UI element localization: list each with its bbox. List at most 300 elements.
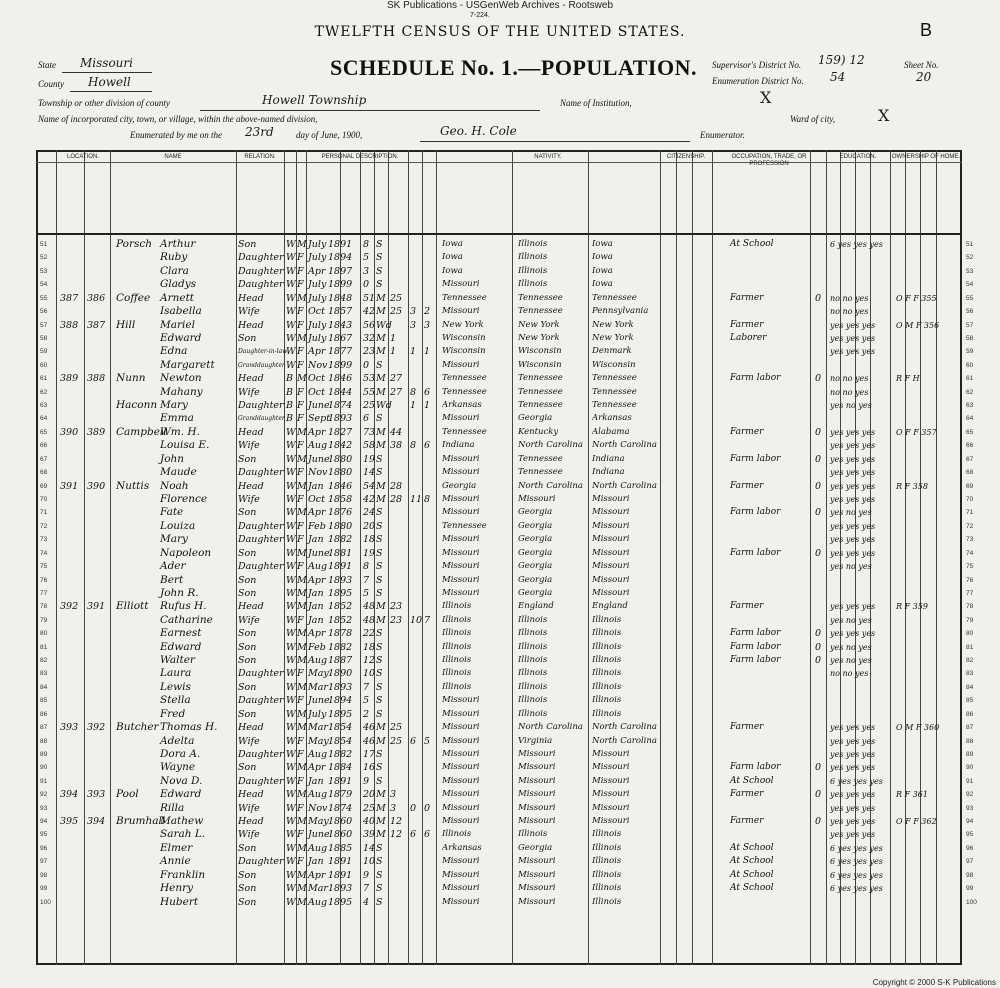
given-name: Gladys	[160, 278, 197, 291]
birth-month: May	[308, 735, 329, 747]
relation: Head	[238, 480, 264, 492]
mother-birthplace: Missouri	[592, 507, 630, 518]
age: 25	[363, 400, 376, 412]
birth-month: Apr	[308, 426, 326, 438]
mother-birthplace: Illinois	[592, 883, 622, 894]
given-name: Emma	[160, 412, 194, 425]
marital-status: S	[376, 574, 383, 586]
family-number: 393	[87, 789, 106, 801]
marital-status: S	[376, 856, 383, 868]
years-married: 3	[390, 802, 397, 814]
marital-status: M	[376, 493, 386, 505]
birth-year: 1854	[328, 722, 353, 734]
census-row	[0, 869, 1000, 882]
father-birthplace: Illinois	[518, 279, 548, 290]
mother-birthplace: Alabama	[592, 426, 630, 437]
birthplace: Illinois	[442, 641, 472, 652]
marital-status: M	[376, 789, 386, 801]
copyright: Copyright © 2000 S-K Publications	[872, 978, 996, 987]
given-name: Walter	[160, 654, 195, 667]
color-race: W	[286, 426, 296, 438]
sex: F	[297, 346, 304, 358]
father-birthplace: Missouri	[518, 869, 556, 880]
months-unemployed: 0	[815, 789, 822, 801]
ed-label: Enumeration District No.	[712, 76, 804, 86]
given-name: Arthur	[160, 238, 196, 250]
age: 42	[363, 493, 376, 505]
birth-month: Jan	[308, 587, 324, 599]
relation: Son	[238, 547, 257, 559]
birthplace: Missouri	[442, 547, 480, 558]
sex: F	[297, 319, 304, 331]
mother-birthplace: Illinois	[592, 681, 622, 692]
birthplace: Missouri	[442, 883, 480, 894]
sheet-value: 20	[916, 70, 932, 84]
marital-status: S	[376, 641, 383, 653]
father-birthplace: Illinois	[518, 668, 548, 679]
census-row	[0, 426, 1000, 439]
education: yes no yes	[830, 615, 872, 625]
color-race: W	[286, 453, 296, 465]
relation: Head	[238, 319, 264, 331]
birth-year: 1891	[328, 239, 353, 250]
birthplace: Missouri	[442, 359, 480, 370]
line-number-right: 57	[966, 321, 974, 329]
relation: Son	[238, 708, 257, 720]
relation: Son	[238, 239, 257, 250]
marital-status: M	[376, 601, 386, 613]
line-number: 67	[40, 455, 48, 463]
birth-year: 1885	[328, 842, 353, 854]
color-race: W	[286, 842, 296, 854]
marital-status: M	[376, 802, 386, 814]
relation: Wife	[238, 306, 260, 318]
birthplace: Georgia	[442, 480, 477, 491]
age: 7	[363, 574, 370, 586]
mother-birthplace: Illinois	[592, 869, 622, 880]
line-number: 76	[40, 576, 48, 584]
given-name: Mariel	[160, 318, 195, 331]
line-number-right: 80	[966, 630, 974, 638]
education: yes yes yes	[830, 736, 876, 746]
years-married: 25	[390, 735, 403, 747]
children-born: 10	[410, 614, 423, 626]
color-race: W	[286, 722, 296, 734]
header-name: NAME	[164, 154, 182, 160]
father-birthplace: Wisconsin	[518, 346, 562, 357]
birthplace: Illinois	[442, 829, 472, 840]
relation: Wife	[238, 829, 260, 841]
line-number-right: 67	[966, 455, 974, 463]
line-number: 70	[40, 495, 48, 503]
sex: F	[297, 829, 304, 841]
birth-year: 1893	[328, 413, 353, 425]
given-name: Edward	[160, 640, 202, 653]
given-name: Mary	[160, 533, 188, 546]
education: yes yes yes	[830, 521, 876, 531]
color-race: W	[286, 869, 296, 881]
years-married: 27	[390, 386, 403, 398]
line-number: 60	[40, 361, 48, 369]
marital-status: S	[376, 359, 383, 371]
header-personal: PERSONAL DESCRIPTION.	[321, 154, 399, 160]
given-name: Mary	[160, 399, 188, 412]
census-row	[0, 627, 1000, 640]
birth-year: 1857	[328, 306, 353, 318]
birth-month: Jan	[308, 534, 324, 546]
birth-year: 1842	[328, 440, 353, 452]
census-row	[0, 654, 1000, 667]
birth-month: Aug	[308, 789, 328, 801]
years-married: 38	[390, 440, 403, 452]
census-row	[0, 480, 1000, 493]
marital-status: S	[376, 520, 383, 532]
line-number-right: 64	[966, 415, 974, 423]
line-number: 80	[40, 630, 48, 638]
birth-month: Jan	[308, 601, 324, 613]
father-birthplace: Tennessee	[518, 453, 563, 464]
birth-month: June	[308, 547, 330, 559]
color-race: B	[286, 373, 293, 385]
dwelling-number: 391	[60, 480, 79, 492]
color-race: W	[286, 601, 296, 613]
sex: M	[297, 641, 307, 653]
sex: F	[297, 748, 304, 760]
census-row	[0, 265, 1000, 278]
birth-year: 1858	[328, 493, 353, 505]
father-birthplace: Missouri	[518, 896, 556, 907]
color-race: W	[286, 292, 296, 304]
mother-birthplace: Missouri	[592, 762, 630, 773]
children-living: 5	[424, 735, 431, 747]
sex: M	[297, 869, 307, 881]
birth-month: Nov	[308, 467, 328, 479]
line-number: 56	[40, 308, 48, 316]
sex: F	[297, 467, 304, 479]
given-name: Wayne	[160, 761, 196, 774]
color-race: W	[286, 359, 296, 371]
birth-year: 1880	[328, 467, 353, 479]
site-banner: SK Publications - USGenWeb Archives - Rootsweb	[386, 0, 614, 11]
birth-year: 1880	[328, 520, 353, 532]
months-unemployed: 0	[815, 373, 822, 385]
color-race: W	[286, 816, 296, 828]
line-number-right: 76	[966, 576, 974, 584]
occupation: Farmer	[730, 480, 764, 491]
father-birthplace: Illinois	[518, 655, 548, 666]
age: 25	[363, 802, 376, 814]
birth-year: 1895	[328, 896, 353, 908]
birthplace: Tennessee	[442, 520, 487, 531]
color-race: W	[286, 265, 296, 277]
supervisor-value: 159) 12	[818, 53, 865, 67]
relation: Son	[238, 655, 257, 667]
line-number-right: 84	[966, 683, 974, 691]
header-ownership: OWNERSHIP OF HOME.	[891, 154, 961, 160]
given-name: Stella	[160, 694, 191, 707]
given-name: Henry	[160, 882, 194, 895]
line-number: 88	[40, 737, 48, 745]
marital-status: S	[376, 708, 383, 720]
birth-year: 1899	[328, 279, 353, 291]
birth-month: July	[308, 252, 327, 264]
census-row	[0, 681, 1000, 694]
mother-birthplace: Illinois	[592, 896, 622, 907]
birth-year: 1879	[328, 789, 353, 801]
years-married: 44	[390, 426, 403, 438]
line-number: 91	[40, 777, 48, 785]
relation: Daughter	[238, 467, 284, 479]
sex: F	[297, 306, 304, 318]
education: yes no yes	[830, 656, 872, 666]
age: 46	[363, 735, 376, 747]
sex: M	[297, 426, 307, 438]
mother-birthplace: Missouri	[592, 493, 630, 504]
line-number-right: 63	[966, 402, 974, 410]
birth-year: 1852	[328, 614, 353, 626]
ward-x-mark: X	[878, 106, 890, 125]
line-number: 65	[40, 428, 48, 436]
line-number-right: 56	[966, 308, 974, 316]
education: yes yes yes	[830, 427, 876, 437]
birthplace: Iowa	[442, 239, 463, 249]
education: yes yes yes	[830, 468, 876, 478]
birth-year: 1897	[328, 265, 353, 277]
given-name: Newton	[160, 372, 202, 385]
education: 6 yes yes yes	[830, 870, 883, 880]
line-number-right: 70	[966, 495, 974, 503]
marital-status: S	[376, 869, 383, 881]
birth-year: 1854	[328, 735, 353, 747]
mother-birthplace: Iowa	[592, 252, 613, 263]
relation: Daughter	[238, 279, 284, 291]
education: yes yes yes	[830, 723, 876, 733]
age: 18	[363, 534, 376, 546]
occupation: At School	[730, 775, 774, 786]
birth-year: 1848	[328, 292, 353, 304]
age: 46	[363, 722, 376, 734]
line-number-right: 62	[966, 388, 974, 396]
census-row	[0, 493, 1000, 506]
given-name: Bert	[160, 573, 184, 586]
education: yes yes yes	[830, 454, 876, 464]
sex: F	[297, 802, 304, 814]
father-birthplace: Missouri	[518, 802, 556, 813]
given-name: Hubert	[160, 895, 199, 908]
education: yes no yes	[830, 401, 872, 411]
given-name: Rufus H.	[160, 600, 207, 613]
years-married: 28	[390, 493, 403, 505]
line-number-right: 78	[966, 603, 974, 611]
dwelling-number: 392	[60, 601, 79, 613]
census-row	[0, 855, 1000, 868]
father-birthplace: Missouri	[518, 493, 556, 504]
mother-birthplace: Missouri	[592, 574, 630, 585]
birthplace: Missouri	[442, 507, 480, 518]
given-name: Wm. H.	[160, 425, 200, 438]
census-row	[0, 251, 1000, 264]
census-row	[0, 815, 1000, 828]
color-race: W	[286, 748, 296, 760]
birth-year: 1882	[328, 641, 353, 653]
family-number: 388	[87, 373, 106, 385]
father-birthplace: Georgia	[518, 574, 553, 585]
line-number: 83	[40, 670, 48, 678]
given-name: Sarah L.	[160, 828, 206, 841]
years-married: 3	[390, 789, 397, 801]
census-row	[0, 614, 1000, 627]
age: 14	[363, 842, 376, 854]
age: 5	[363, 695, 370, 707]
home-ownership: R F H	[896, 374, 920, 384]
marital-status: S	[376, 748, 383, 760]
father-birthplace: Missouri	[518, 816, 556, 827]
relation: Daughter	[238, 668, 284, 680]
father-birthplace: Illinois	[518, 681, 548, 692]
father-birthplace: Illinois	[518, 641, 548, 652]
color-race: B	[286, 400, 293, 412]
mother-birthplace: North Carolina	[592, 735, 657, 746]
birth-year: 1891	[328, 561, 353, 573]
line-number-right: 61	[966, 375, 974, 383]
color-race: W	[286, 829, 296, 841]
age: 12	[363, 655, 376, 667]
birthplace: Illinois	[442, 668, 472, 679]
birth-month: July	[308, 319, 327, 331]
mother-birthplace: Tennessee	[592, 373, 637, 384]
father-birthplace: Georgia	[518, 507, 553, 518]
occupation: At School	[730, 856, 774, 867]
age: 58	[363, 440, 376, 452]
color-race: W	[286, 493, 296, 505]
father-birthplace: Illinois	[518, 829, 548, 840]
state-label: State	[38, 60, 56, 70]
state-value: Missouri	[80, 56, 133, 70]
education: no no yes	[830, 374, 869, 384]
color-race: W	[286, 547, 296, 559]
age: 39	[363, 829, 376, 841]
children-living: 8	[424, 493, 431, 505]
children-born: 8	[410, 386, 417, 398]
birthplace: Missouri	[442, 802, 480, 813]
dwelling-number: 389	[60, 373, 79, 385]
birth-month: June	[308, 695, 330, 707]
birth-year: 1844	[328, 386, 353, 398]
months-unemployed: 0	[815, 762, 822, 774]
given-name: Franklin	[160, 868, 206, 881]
children-living: 6	[424, 829, 431, 841]
census-row	[0, 842, 1000, 855]
birth-year: 1874	[328, 802, 353, 814]
marital-status: M	[376, 373, 386, 385]
education: yes yes yes	[830, 535, 876, 545]
dwelling-number: 395	[60, 816, 79, 828]
birthplace: Missouri	[442, 587, 480, 598]
sex: F	[297, 534, 304, 546]
relation: Head	[238, 789, 264, 801]
sheet-letter: B	[919, 20, 932, 40]
children-living: 6	[424, 386, 431, 398]
father-birthplace: Georgia	[518, 587, 553, 598]
birth-year: 1876	[328, 507, 353, 519]
census-row	[0, 520, 1000, 533]
birth-month: Feb	[308, 641, 326, 653]
census-row	[0, 453, 1000, 466]
birth-year: 1852	[328, 601, 353, 613]
family-number: 390	[87, 480, 106, 492]
birthplace: Missouri	[442, 722, 480, 733]
birthplace: Illinois	[442, 628, 472, 639]
birth-year: 1895	[328, 587, 353, 599]
line-number: 98	[40, 871, 48, 879]
months-unemployed: 0	[815, 628, 822, 640]
birthplace: New York	[442, 319, 484, 330]
mother-birthplace: Pennsylvania	[592, 306, 649, 317]
relation: Wife	[238, 386, 260, 398]
father-birthplace: Missouri	[518, 748, 556, 759]
birth-year: 1878	[328, 628, 353, 640]
color-race: W	[286, 802, 296, 814]
occupation: At School	[730, 869, 774, 880]
given-name: Edward	[160, 788, 202, 801]
father-birthplace: Georgia	[518, 547, 553, 558]
age: 18	[363, 641, 376, 653]
home-ownership: R F 358	[896, 481, 928, 491]
given-name: Ruby	[160, 251, 188, 264]
sex: M	[297, 816, 307, 828]
enumeration-day: 23rd	[245, 125, 274, 139]
color-race: W	[286, 587, 296, 599]
marital-status: M	[376, 816, 386, 828]
age: 20	[363, 520, 376, 532]
birthplace: Illinois	[442, 655, 472, 666]
relation: Daughter	[238, 775, 284, 787]
sex: M	[297, 708, 307, 720]
education: yes no yes	[830, 508, 872, 518]
line-number: 63	[40, 402, 48, 410]
census-row	[0, 506, 1000, 519]
mother-birthplace: Iowa	[592, 265, 613, 276]
given-name: Annie	[160, 855, 191, 868]
supervisor-label: Supervisor's District No.	[712, 60, 802, 70]
father-birthplace: Georgia	[518, 520, 553, 531]
marital-status: S	[376, 668, 383, 680]
sex: M	[297, 762, 307, 774]
header-location: LOCATION.	[67, 154, 99, 160]
occupation: Farm labor	[730, 547, 781, 558]
census-title: TWELFTH CENSUS OF THE UNITED STATES.	[314, 24, 686, 40]
census-row	[0, 305, 1000, 318]
home-ownership: R F 361	[896, 790, 928, 800]
occupation: Farm labor	[730, 373, 781, 384]
education: yes yes yes	[830, 548, 876, 558]
line-number-right: 100	[966, 898, 977, 906]
birth-month: Nov	[308, 359, 328, 371]
sex: F	[297, 493, 304, 505]
father-birthplace: Tennessee	[518, 292, 563, 303]
line-number: 100	[40, 898, 51, 906]
color-race: B	[286, 386, 293, 398]
mother-birthplace: Illinois	[592, 856, 622, 867]
birth-month: Apr	[308, 762, 326, 774]
birth-month: Apr	[308, 574, 326, 586]
birth-month: Oct	[308, 373, 325, 385]
age: 22	[363, 628, 376, 640]
birth-year: 1894	[328, 695, 353, 707]
county-underline	[70, 91, 152, 92]
father-birthplace: Missouri	[518, 762, 556, 773]
mother-birthplace: Iowa	[592, 279, 613, 290]
